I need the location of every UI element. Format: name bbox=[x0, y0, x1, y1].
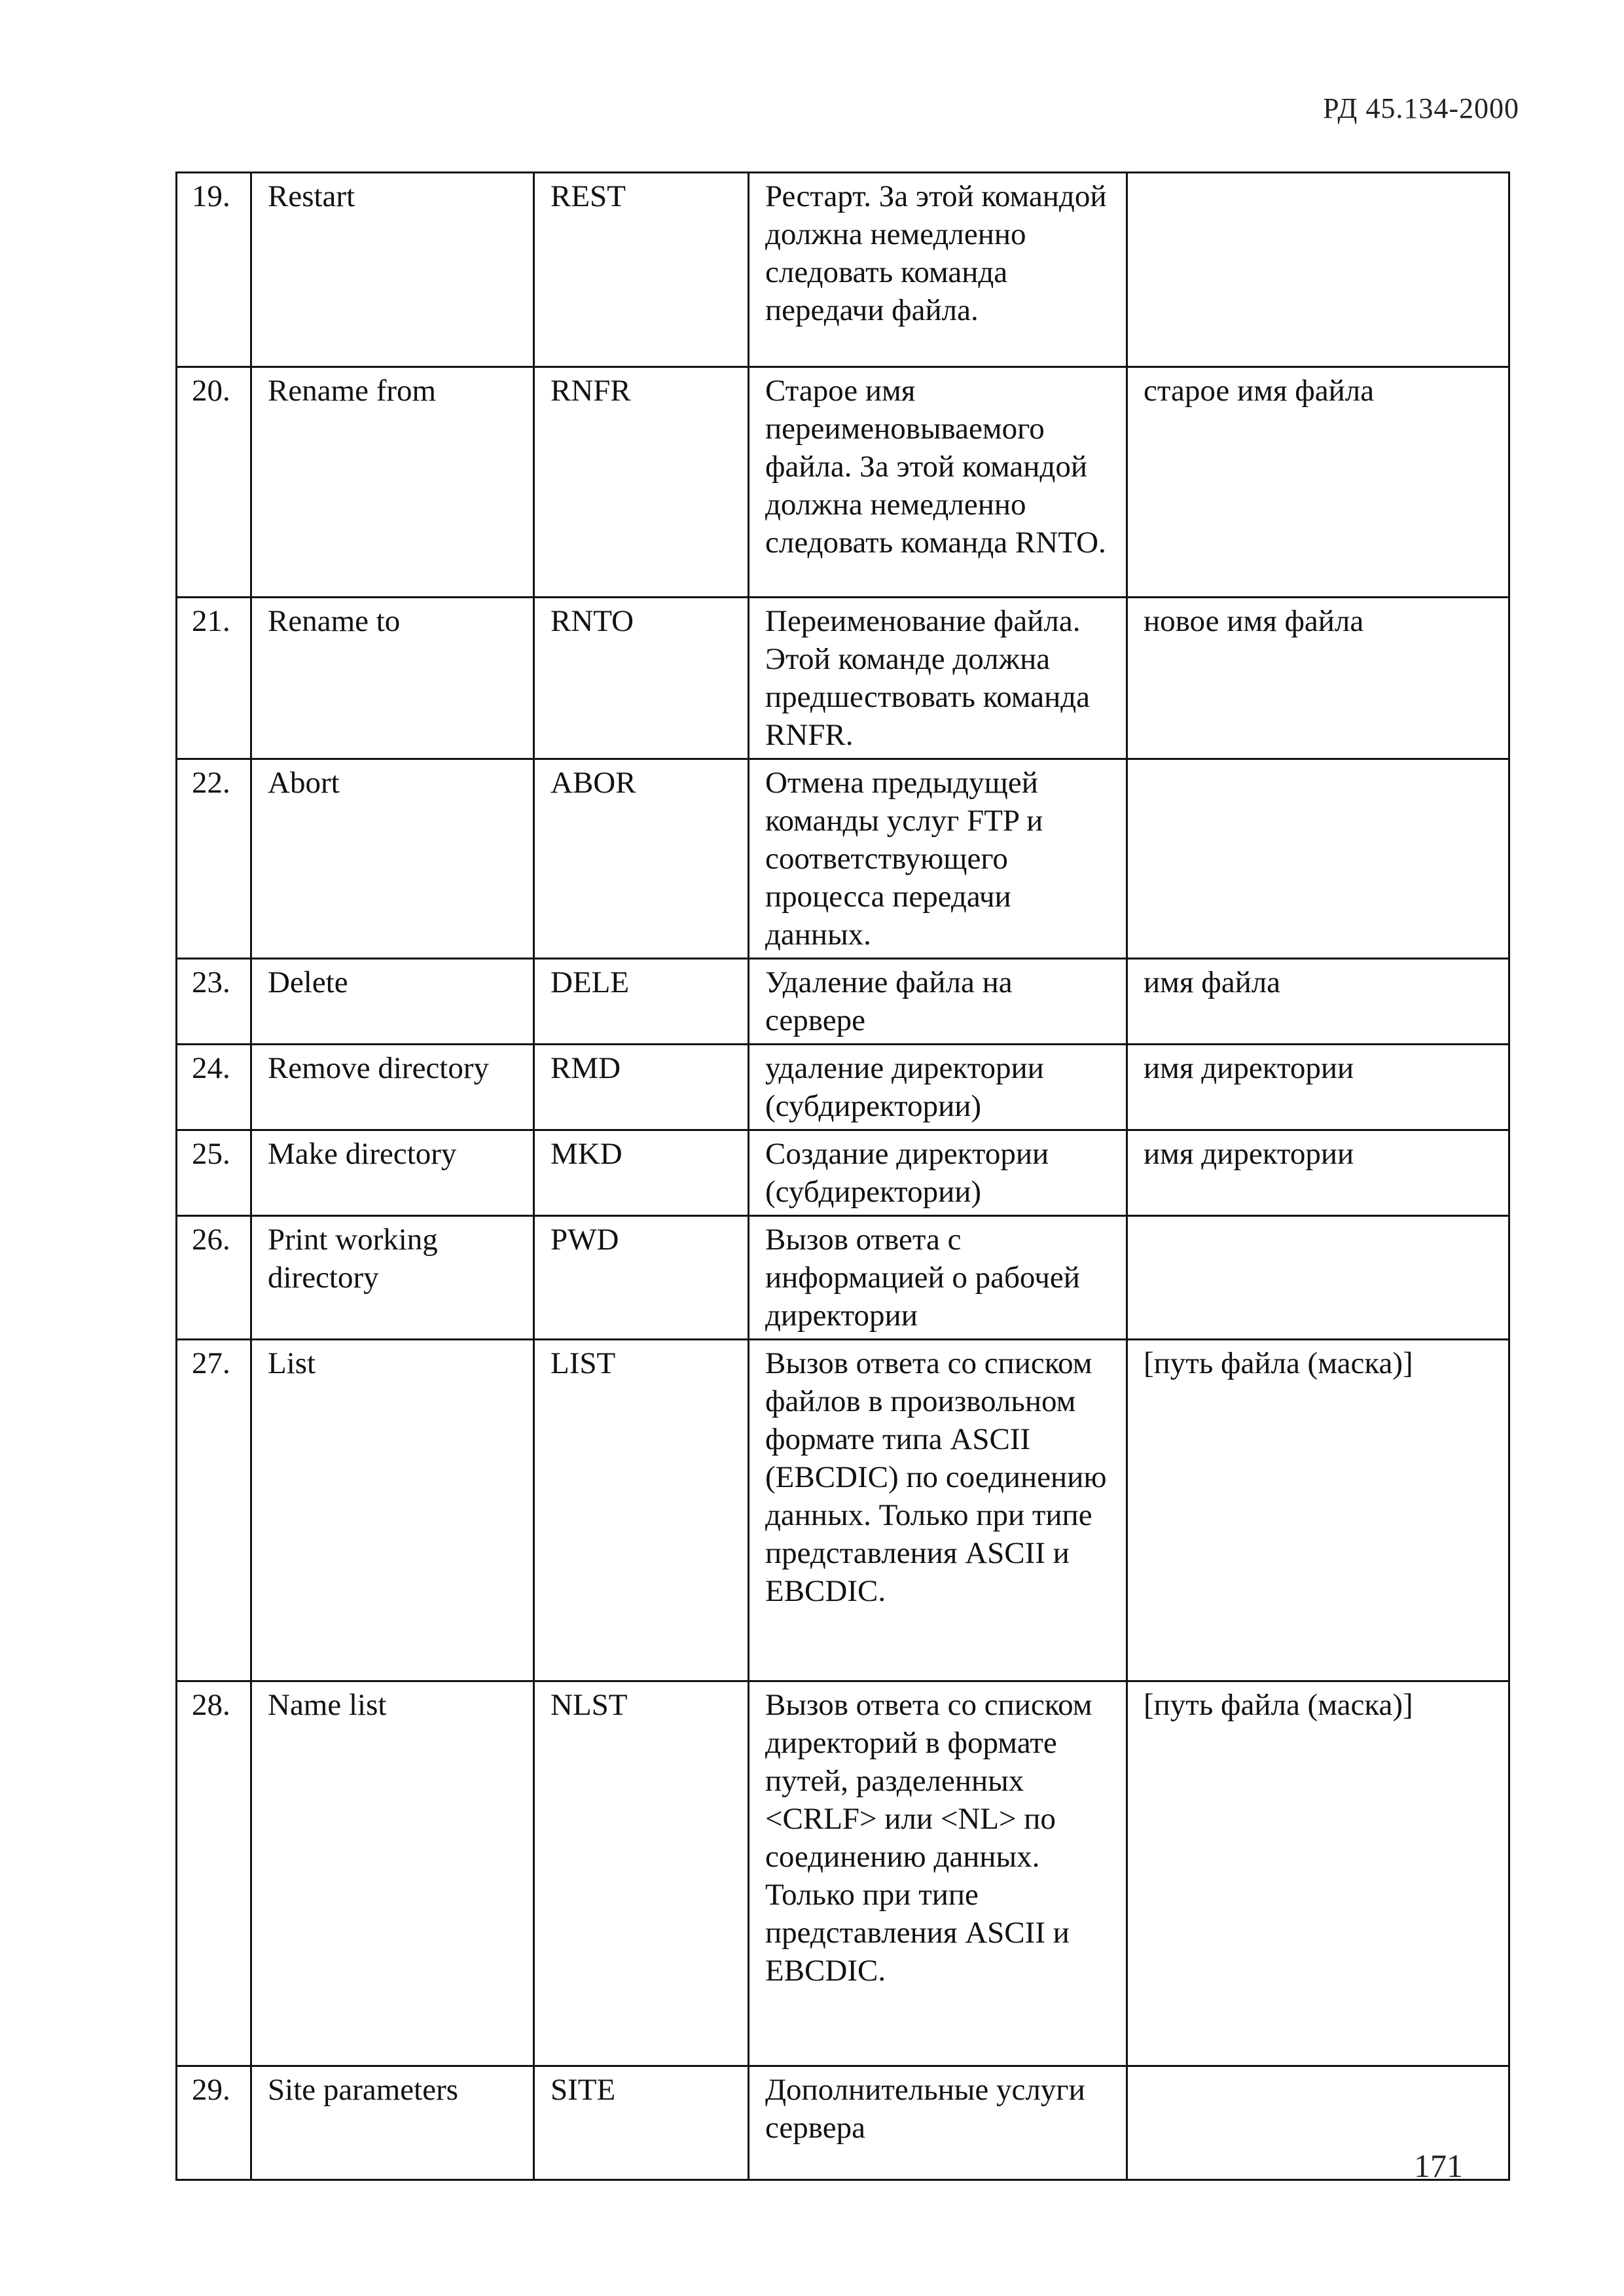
row-number: 29. bbox=[177, 2066, 251, 2180]
command-name: Rename from bbox=[251, 367, 534, 598]
command-name: Name list bbox=[251, 1681, 534, 2066]
command-name: Restart bbox=[251, 173, 534, 367]
row-number: 19. bbox=[177, 173, 251, 367]
command-description: Удаление файла на сервере bbox=[749, 959, 1127, 1045]
command-description: Старое имя переименовываемого файла. За этой командой должна немедленно следовать команда RNTO. bbox=[749, 367, 1127, 598]
command-code: REST bbox=[534, 173, 749, 367]
row-number: 21. bbox=[177, 598, 251, 759]
command-description: Вызов ответа со списком директорий в формате путей, разделенных <CRLF> или <NL> по соединению данных. Только при типе представления ASCII и EBCDIC. bbox=[749, 1681, 1127, 2066]
command-name: List bbox=[251, 1340, 534, 1681]
command-description: удаление директории (субдиректории) bbox=[749, 1045, 1127, 1130]
table-row bbox=[177, 1681, 1509, 2066]
command-code: LIST bbox=[534, 1340, 749, 1681]
command-description: Отмена предыдущей команды услуг FTP и соответствующего процесса передачи данных. bbox=[749, 759, 1127, 959]
command-description: Вызов ответа со списком файлов в произвольном формате типа ASCII (EBCDIC) по соединению данных. Только при типе представления ASCII и EBCDIC. bbox=[749, 1340, 1127, 1681]
table-row bbox=[177, 2066, 1509, 2180]
command-description: Переименование файла. Этой команде должна предшествовать команда RNFR. bbox=[749, 598, 1127, 759]
row-number: 26. bbox=[177, 1216, 251, 1340]
command-name: Rename to bbox=[251, 598, 534, 759]
table-row bbox=[177, 598, 1509, 759]
table-row bbox=[177, 1045, 1509, 1130]
command-argument: новое имя файла bbox=[1127, 598, 1509, 759]
command-code: RNFR bbox=[534, 367, 749, 598]
command-argument: имя директории bbox=[1127, 1045, 1509, 1130]
command-code: PWD bbox=[534, 1216, 749, 1340]
command-name: Print working directory bbox=[251, 1216, 534, 1340]
command-description: Создание директории (субдиректории) bbox=[749, 1130, 1127, 1216]
command-name: Make directory bbox=[251, 1130, 534, 1216]
table-row bbox=[177, 367, 1509, 598]
command-argument: имя файла bbox=[1127, 959, 1509, 1045]
table-row bbox=[177, 1130, 1509, 1216]
command-argument: старое имя файла bbox=[1127, 367, 1509, 598]
table-row bbox=[177, 1340, 1509, 1681]
table-row bbox=[177, 173, 1509, 367]
command-argument bbox=[1127, 759, 1509, 959]
table-row bbox=[177, 959, 1509, 1045]
document-code: РД 45.134-2000 bbox=[1323, 92, 1519, 124]
command-code: RMD bbox=[534, 1045, 749, 1130]
row-number: 27. bbox=[177, 1340, 251, 1681]
command-name: Abort bbox=[251, 759, 534, 959]
row-number: 22. bbox=[177, 759, 251, 959]
command-name: Delete bbox=[251, 959, 534, 1045]
table-row bbox=[177, 759, 1509, 959]
command-code: NLST bbox=[534, 1681, 749, 2066]
command-description: Дополнительные услуги сервера bbox=[749, 2066, 1127, 2180]
command-description: Рестарт. За этой командой должна немедленно следовать команда передачи файла. bbox=[749, 173, 1127, 367]
command-code: RNTO bbox=[534, 598, 749, 759]
command-argument: имя директории bbox=[1127, 1130, 1509, 1216]
command-name: Site parameters bbox=[251, 2066, 534, 2180]
command-description: Вызов ответа с информацией о рабочей директории bbox=[749, 1216, 1127, 1340]
command-code: MKD bbox=[534, 1130, 749, 1216]
table-row bbox=[177, 1216, 1509, 1340]
command-argument bbox=[1127, 173, 1509, 367]
ftp-commands-table bbox=[175, 171, 1510, 2181]
row-number: 23. bbox=[177, 959, 251, 1045]
command-code: ABOR bbox=[534, 759, 749, 959]
command-argument: [путь файла (маска)] bbox=[1127, 1681, 1509, 2066]
row-number: 28. bbox=[177, 1681, 251, 2066]
page-number: 171 bbox=[1414, 2147, 1463, 2184]
command-name: Remove directory bbox=[251, 1045, 534, 1130]
row-number: 25. bbox=[177, 1130, 251, 1216]
command-code: DELE bbox=[534, 959, 749, 1045]
command-argument bbox=[1127, 1216, 1509, 1340]
command-code: SITE bbox=[534, 2066, 749, 2180]
command-argument: [путь файла (маска)] bbox=[1127, 1340, 1509, 1681]
row-number: 20. bbox=[177, 367, 251, 598]
row-number: 24. bbox=[177, 1045, 251, 1130]
